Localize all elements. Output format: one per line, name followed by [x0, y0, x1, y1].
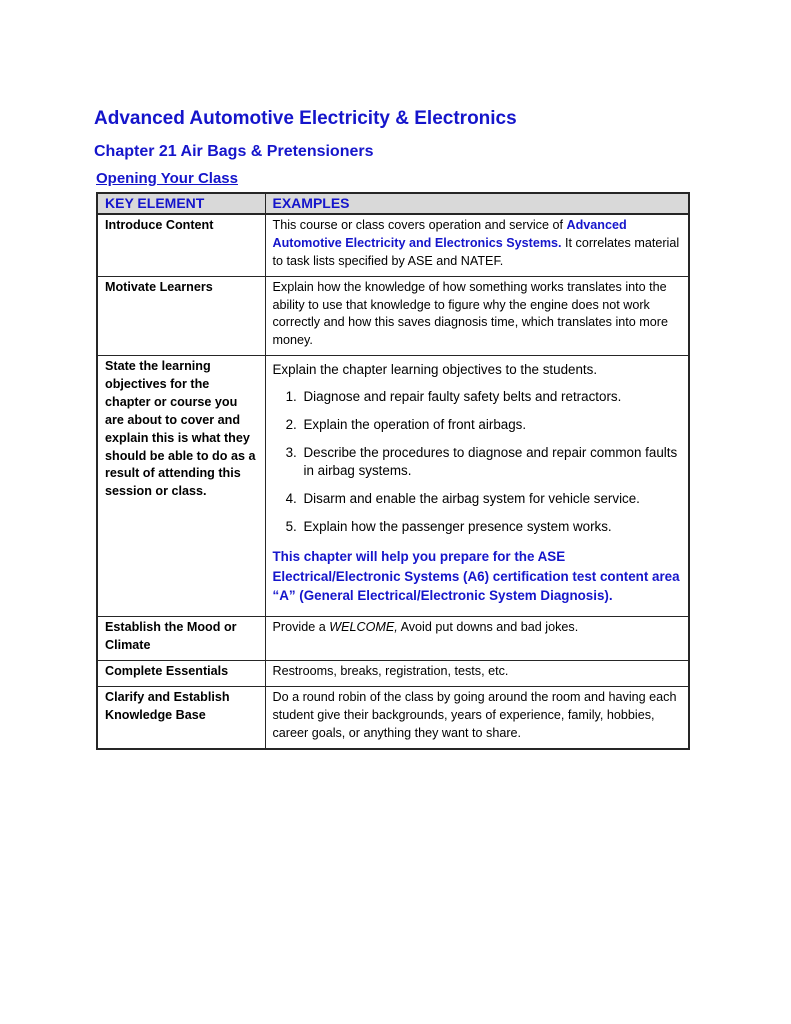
text-segment: This chapter will help you prepare for the ASE Electrical/Electronic Systems (A6) certification test content area “A” (General Electrical/Electronic System Diagnosis). — [272, 549, 680, 603]
section-heading: Opening Your Class — [96, 170, 238, 187]
examples-paragraph — [273, 689, 681, 743]
examples-cell — [265, 214, 689, 276]
text-segment: Explain how the knowledge of how something works translates into the ability to use that knowledge to figure why the engine does not work correctly and how this saves diagnosis time, which translates into more money. — [272, 279, 668, 348]
text-segment: Restrooms, breaks, registration, tests, etc. — [272, 664, 509, 679]
examples-cell — [265, 276, 689, 356]
objective-item: 3. Describe the procedures to diagnose and repair common faults in airbag systems. — [301, 444, 681, 480]
objective-item: 1. Diagnose and repair faulty safety belts and retractors. — [301, 388, 681, 406]
table-body — [97, 214, 689, 749]
objective-item: 4. Disarm and enable the airbag system for vehicle service. — [301, 490, 681, 508]
examples-paragraph — [273, 619, 681, 637]
text-segment: Avoid put downs and bad jokes. — [397, 620, 579, 635]
text-segment: WELCOME, — [329, 620, 398, 635]
examples-paragraph — [273, 217, 681, 271]
table-row — [97, 214, 689, 276]
text-segment: Explain the chapter learning objectives to the students. — [272, 362, 598, 378]
examples-cell — [265, 356, 689, 617]
table-header-row — [97, 193, 689, 214]
examples-cell — [265, 617, 689, 661]
table-row — [97, 617, 689, 661]
table-row — [97, 356, 689, 617]
examples-paragraph — [273, 279, 681, 351]
table-header — [97, 193, 689, 214]
text-segment: Provide a — [272, 620, 330, 635]
chapter-subtitle: Chapter 21 Air Bags & Pretensioners — [94, 143, 374, 160]
key-elements-table — [96, 192, 690, 750]
examples-cell — [265, 687, 689, 749]
table-row — [97, 687, 689, 749]
key-element-cell: Complete Essentials — [97, 661, 265, 687]
key-element-cell: Introduce Content — [97, 214, 265, 276]
text-segment: This course or class covers operation and service of — [272, 218, 567, 232]
column-header-key-element: KEY ELEMENT — [97, 193, 265, 214]
key-element-cell: Clarify and Establish Knowledge Base — [97, 687, 265, 749]
text-segment: Advanced Automotive Electricity and Electronics Systems. — [272, 218, 627, 250]
key-element-cell: State the learning objectives for the chapter or course you are about to cover and explain this is what they should be able to do as a result of attending this session or class. — [97, 356, 265, 617]
objectives-list — [273, 388, 681, 537]
examples-paragraph — [273, 360, 681, 379]
examples-paragraph — [273, 663, 681, 681]
examples-paragraph — [273, 547, 681, 605]
text-segment: Do a round robin of the class by going around the room and having each student give their backgrounds, years of experience, family, hobbies, career goals, or anything they want to share. — [272, 690, 677, 740]
objective-item: 2. Explain the operation of front airbags. — [301, 416, 681, 434]
key-element-cell: Establish the Mood or Climate — [97, 617, 265, 661]
column-header-examples: EXAMPLES — [265, 193, 689, 214]
objective-item: 5. Explain how the passenger presence system works. — [301, 518, 681, 536]
key-element-cell: Motivate Learners — [97, 276, 265, 356]
examples-cell — [265, 661, 689, 687]
table-row — [97, 661, 689, 687]
document-title: Advanced Automotive Electricity & Electronics — [94, 108, 517, 129]
text-segment: It correlates material to task lists specified by ASE and NATEF. — [272, 235, 680, 268]
table-row — [97, 276, 689, 356]
